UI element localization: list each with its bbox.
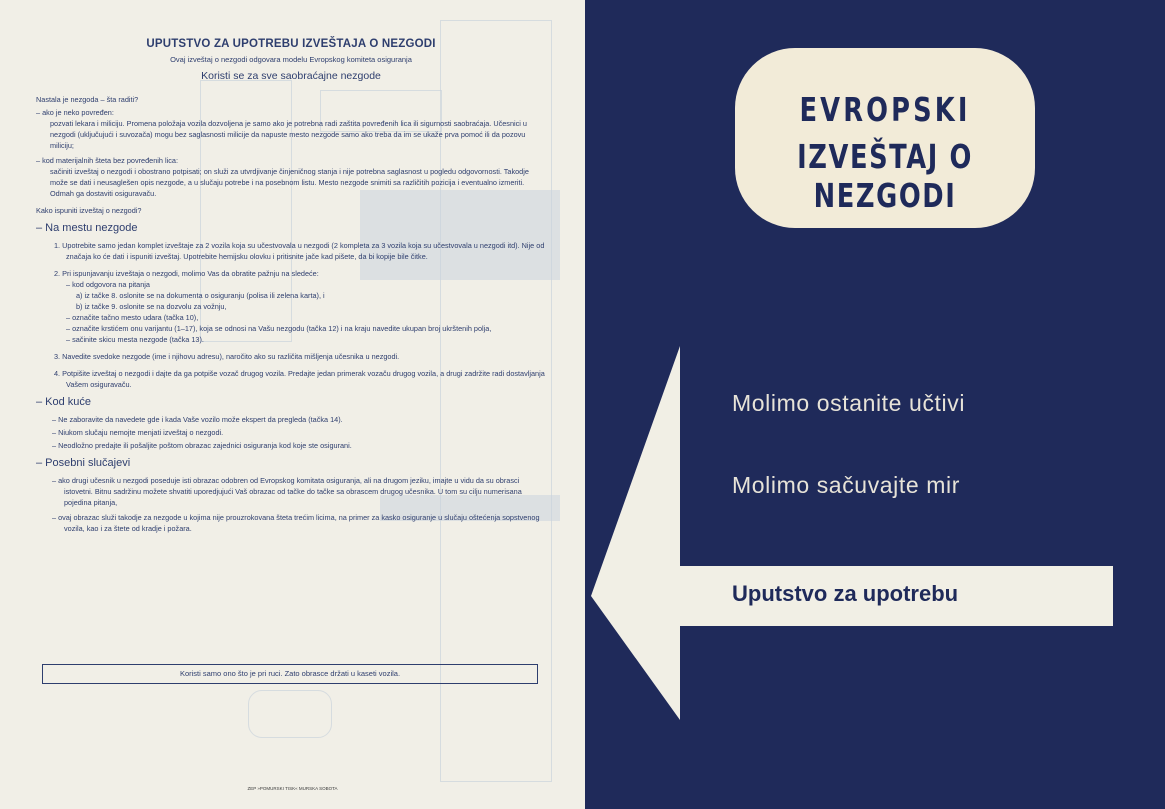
usage-instructions-label: Uputstvo za upotrebu	[732, 581, 959, 606]
list-item: – označite krstićem onu varijantu (1–17), koja se odnosi na Vašu nezgodu (tačka 12) i na kraju navedite ukupan broj ukrštenih polja,	[66, 324, 492, 333]
list-item: b) iz tačke 9. oslonite se na dozvolu za vožnju,	[76, 302, 227, 311]
list-item: – Neodložno predajte ili pošaljite poštom obrazac zajednici osiguranja kod koje ste osigurani.	[52, 441, 352, 450]
on-site-list	[36, 240, 546, 279]
case-injured-text: pozvati lekara i miliciju. Promena položaja vozila dozvoljena je samo ako je potrebna radi zaštita povređenih lica ili sigurnosti saobraćaja. Učesnici u nezgodi (uključujući i suvozača) mogu bez saglasnosti milicije da napuste mesto nezgode samo ako treba da im se ukaže prva pomoć ili da pozovu miliciju;	[50, 119, 527, 150]
section-special-cases: – Posebni slučajevi	[36, 457, 131, 469]
document-scope: Koristi se za sve saobraćajne nezgode	[201, 70, 381, 82]
list-item: – označite tačno mesto udara (tačka 10),	[66, 313, 199, 322]
message-calm: Molimo sačuvajte mir	[732, 472, 960, 498]
question-how-to-fill: Kako ispuniti izveštaj o nezgodi?	[36, 206, 142, 215]
list-item: – kod odgovora na pitanja	[66, 280, 150, 289]
section-on-site: – Na mestu nezgode	[36, 222, 138, 234]
cover-title-line1: EVROPSKI	[799, 90, 971, 129]
message-courteous: Molimo ostanite učtivi	[732, 390, 966, 416]
case-damage-text: sačiniti izveštaj o nezgodi i obostrano potpisati; on služi za utvrdjivanje činjeničnog stanja i nije potrebna saglasnost u pogledu odgovornosti. Takodje može se dati i neusaglešen opis nezgode, a u slučaju potrebe i na posebnom listu. Mesto nezgode snimiti sa različitih pozicija i eventualno izmeriti. Odmah ga dostaviti osiguravaču.	[50, 167, 529, 198]
document-title: UPUTSTVO ZA UPOTREBU IZVEŠTAJA O NEZGODI	[146, 38, 436, 50]
section-at-home: – Kod kuće	[36, 396, 92, 408]
question-what-to-do: Nastala je nezgoda – šta raditi?	[36, 95, 139, 104]
list-item: – Ne zaboravite da navedete gde i kada Vaše vozilo može ekspert da pregleda (tačka 14).	[52, 415, 343, 424]
list-item: – Niukom slučaju nemojte menjati izveštaj o nezgodi.	[52, 428, 224, 437]
list-item: 2. Pri ispunjavanju izveštaja o nezgodi, molimo Vas da obratite pažnju na sledeće:	[54, 269, 319, 278]
list-item: – ako drugi učesnik u nezgodi poseduje isti obrazac odobren od Evropskog komitata osiguranja, ali na drugom jeziku, imajte u vidu da su obrasci istovetni. Bitnu sadržinu možete shvatiti uporedjujući Vaš obrazac od tačke do tačke sa obrascem drugog učesnika. U tom su cilju numerisana pojedina pitanja,	[52, 476, 522, 507]
item2-sublist	[36, 279, 546, 345]
instructions-text	[36, 38, 546, 536]
cover-title-line2: IZVEŠTAJ O NEZGODI	[797, 137, 973, 215]
list-item: 1. Upotrebite samo jedan komplet izveštaje za 2 vozila koja su učestvovala u nezgodi (2 kompleta za 3 vozila koja su učestvovala u nezgodi itd). Nije od značaja ko će dati i ispuniti izveštaj. Upotrebite hemijsku olovku i pritisnite jače kad pišete, da bi kopije bile čitke.	[54, 241, 545, 261]
list-item: – sačinite skicu mesta nezgode (tačka 13).	[66, 335, 204, 344]
cover-page	[585, 0, 1165, 809]
case-injured-heading: – ako je neko povređen:	[36, 108, 114, 117]
printer-imprint: ZEP »POMURSKI TISK« MURSKA SOBOTA	[247, 786, 338, 791]
list-item: – ovaj obrazac služi takodje za nezgode u kojima nije prouzrokovana šteta trećim licima, na primer za kasko osiguranje u slučaju oštećenja sopstvenog vozila, kao i za štete od kradje i požara.	[52, 513, 540, 533]
case-damage-heading: – kod materijalnih šteta bez povređenih lica:	[36, 156, 178, 165]
document-subtitle: Ovaj izveštaj o nezgodi odgovara modelu Evropskog komiteta osiguranja	[170, 55, 412, 64]
list-item: 3. Navedite svedoke nezgode (ime i njihovu adresu), naročito ako su različita mišljenja učesnika u nezgodi.	[54, 352, 400, 361]
list-item: a) iz tačke 8. oslonite se na dokumenta o osiguranju (polisa ili zelena karta), i	[76, 291, 325, 300]
car-outline-icon	[248, 690, 332, 738]
list-item: 4. Potpišite izveštaj o nezgodi i dajte da ga potpiše vozač drugog vozila. Predajte jedan primerak vozaču drugog vozila, a drugi zadržite radi dostavljanja Vašem osiguravaču.	[54, 369, 545, 389]
on-site-list-continued	[36, 351, 546, 390]
boxed-note: Koristi samo ono što je pri ruci. Zato obrasce držati u kaseti vozila.	[42, 664, 538, 684]
